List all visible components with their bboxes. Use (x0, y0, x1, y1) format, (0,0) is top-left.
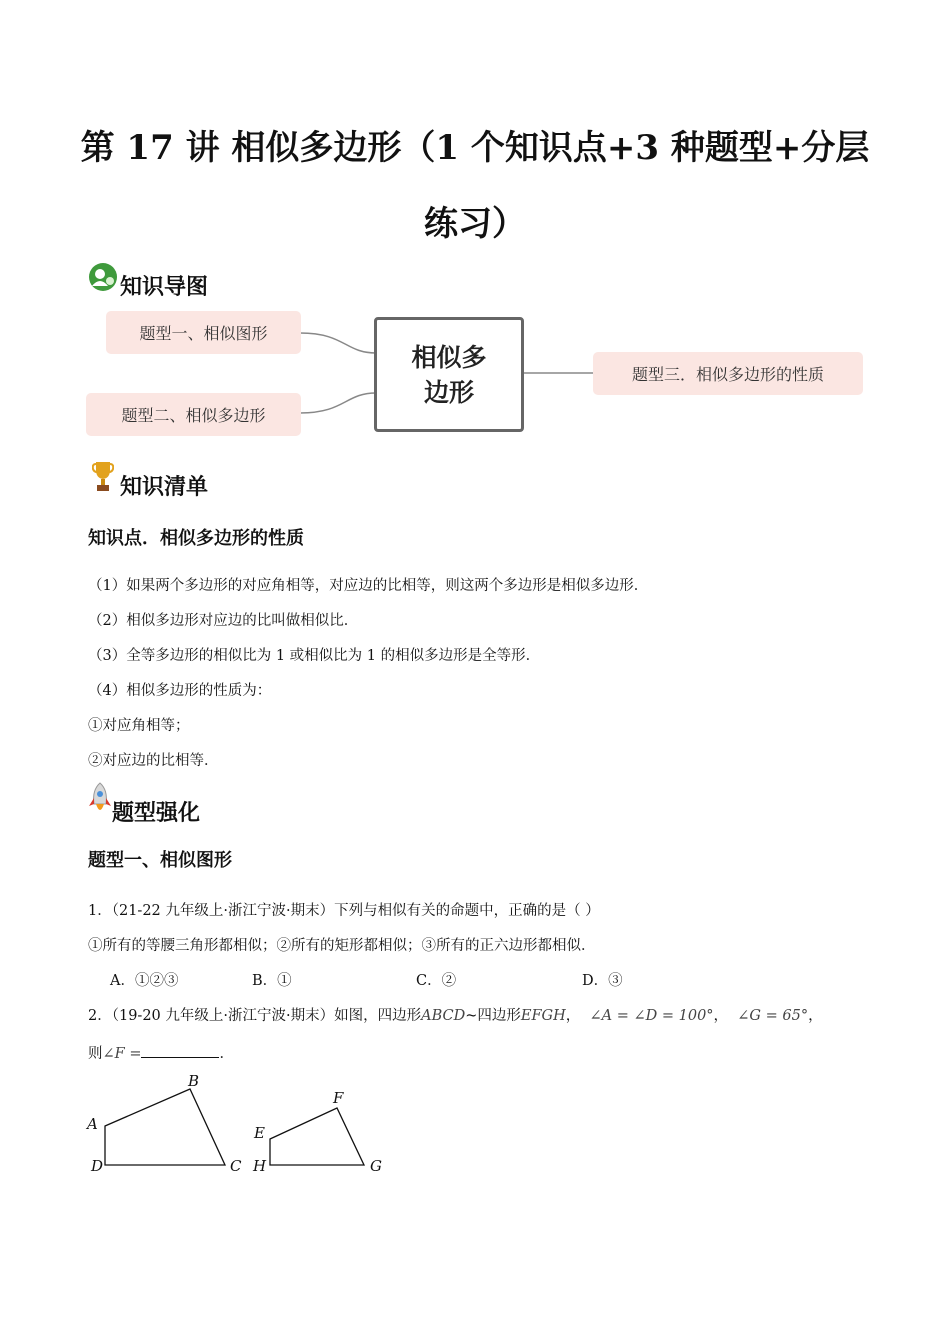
branch-type1: 题型一、相似图形 (106, 311, 301, 354)
page-title-line2: 练习） (424, 204, 526, 244)
knowledge-item: （3）全等多边形的相似比为 1 或相似比为 1 的相似多边形是全等形． (88, 648, 541, 664)
center-line2: 边形 (423, 377, 474, 407)
knowledge-item: （1）如果两个多边形的对应角相等，对应边的比相等，则这两个多边形是相似多边形． (88, 578, 649, 594)
knowledge-item: ②对应边的比相等． (88, 753, 219, 769)
knowledge-item: ①对应角相等； (88, 718, 190, 734)
label-e: E (254, 1124, 265, 1142)
q2-sep3: ， (808, 1008, 823, 1024)
label-c: C (230, 1157, 242, 1175)
label-g: G (370, 1157, 382, 1175)
q2-math-angle-g: ∠G = 65° (737, 1008, 809, 1024)
label-b: B (188, 1072, 200, 1090)
knowledge-point-title: 知识点．相似多边形的性质 (88, 528, 304, 549)
trophy-icon (92, 460, 114, 496)
q2-stem-a: 2．（19-20 九年级上·浙江宁波·期末）如图，四边形 (88, 1008, 422, 1024)
q1-option-a: A．①②③ (110, 973, 179, 989)
branch-type2: 题型二、相似多边形 (86, 393, 301, 436)
label-h: H (253, 1157, 267, 1175)
q2-line2-b: ． (219, 1046, 234, 1062)
q1-stem: 1．（21-22 九年级上·浙江宁波·期末）下列与相似有关的命题中，正确的是（ ） (88, 903, 600, 919)
q2-stem-b: ~四边形 (465, 1008, 521, 1024)
knowledge-heading: 知识清单 (120, 475, 209, 500)
q1-statements: ①所有的等腰三角形都相似；②所有的矩形都相似；③所有的正六边形都相似． (88, 938, 596, 954)
q1-option-c: C．② (416, 973, 457, 989)
q2-line2-a: 则 (88, 1046, 103, 1062)
q2-stem (88, 1004, 823, 1025)
rocket-icon (88, 782, 112, 822)
knowledge-item: （4）相似多边形的性质为： (88, 683, 272, 699)
branch-type3: 题型三．相似多边形的性质 (593, 352, 863, 395)
label-a: A (87, 1115, 98, 1133)
quadrilateral-efgh (270, 1108, 364, 1165)
quadrilateral-abcd (105, 1089, 225, 1165)
q2-math-angles: ∠A = ∠D = 100° (589, 1008, 714, 1024)
q1-option-d: D．③ (582, 973, 623, 989)
mindmap-heading: 知识导图 (120, 275, 209, 300)
label-f: F (333, 1089, 344, 1107)
q2-sep2: ， (713, 1008, 729, 1024)
q2-math-abcd: ABCD (421, 1008, 466, 1024)
q1-option-b: B．① (252, 973, 292, 989)
mindmap-center (374, 317, 524, 432)
q2-math-angle-f: ∠F = (102, 1046, 142, 1062)
label-d: D (91, 1157, 104, 1175)
type1-title: 题型一、相似图形 (88, 850, 232, 871)
knowledge-item: （2）相似多边形对应边的比叫做相似比． (88, 613, 359, 629)
q2-line2 (88, 1042, 234, 1063)
q2-sep1: ， (565, 1008, 581, 1024)
page-title: 第 17 讲 相似多边形（1 个知识点+3 种题型+分层 (80, 128, 870, 168)
q2-math-efgh: EFGH (520, 1008, 566, 1024)
center-line1: 相似多 (411, 342, 487, 372)
q2-answer-blank[interactable] (141, 1043, 219, 1058)
practice-heading: 题型强化 (112, 801, 201, 826)
